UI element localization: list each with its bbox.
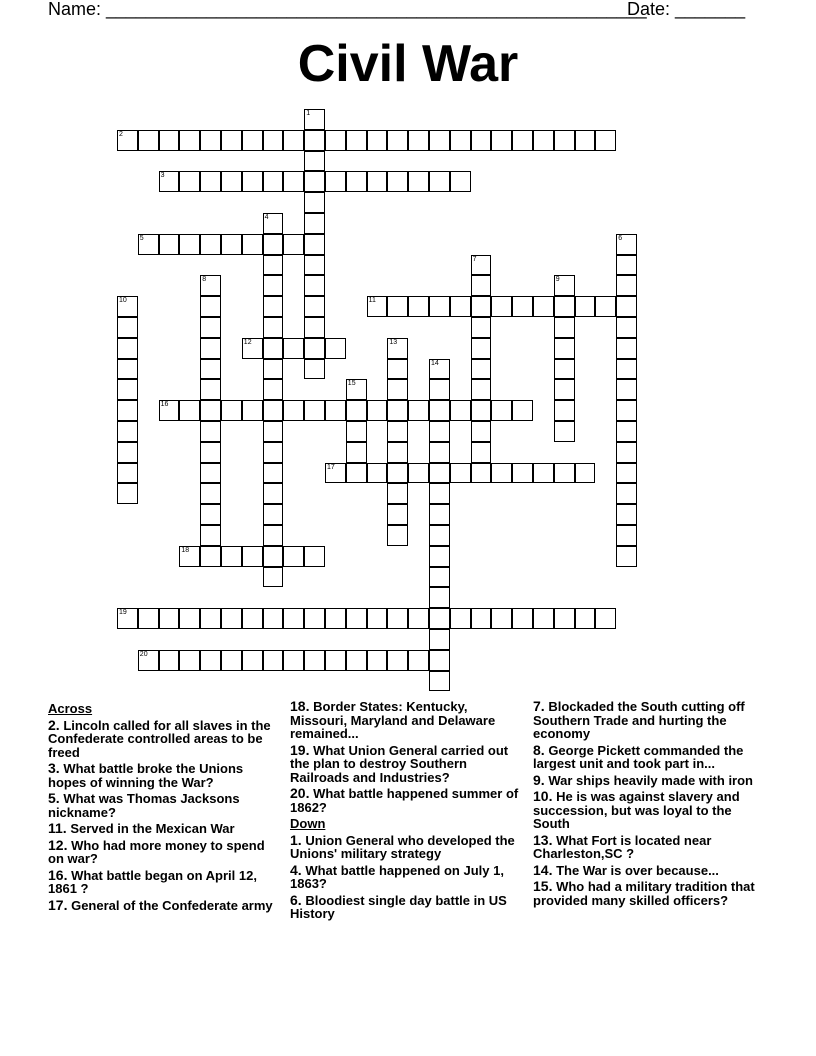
- grid-cell[interactable]: [554, 275, 575, 296]
- grid-cell[interactable]: [533, 296, 554, 317]
- grid-cell[interactable]: [450, 171, 471, 192]
- grid-cell[interactable]: [491, 296, 512, 317]
- grid-cell[interactable]: [283, 234, 304, 255]
- grid-cell[interactable]: [304, 171, 325, 192]
- cell-number: 17: [327, 463, 335, 471]
- grid-cell[interactable]: [387, 463, 408, 484]
- grid-cell[interactable]: [554, 421, 575, 442]
- grid-cell[interactable]: [387, 504, 408, 525]
- grid-cell[interactable]: [304, 109, 325, 130]
- grid-cell[interactable]: [471, 296, 492, 317]
- grid-cell[interactable]: [387, 608, 408, 629]
- grid-cell[interactable]: [554, 463, 575, 484]
- grid-cell[interactable]: [117, 296, 138, 317]
- grid-cell[interactable]: [179, 546, 200, 567]
- grid-cell[interactable]: [263, 275, 284, 296]
- grid-cell[interactable]: [387, 442, 408, 463]
- cell-number: 13: [389, 338, 398, 346]
- grid-cell[interactable]: [367, 650, 388, 671]
- grid-cell[interactable]: [304, 130, 325, 151]
- grid-cell[interactable]: [200, 421, 221, 442]
- grid-cell[interactable]: [117, 317, 138, 338]
- grid-cell[interactable]: [283, 338, 304, 359]
- grid-cell[interactable]: [159, 608, 180, 629]
- grid-cell[interactable]: [595, 296, 616, 317]
- cell-number: 6: [618, 234, 623, 242]
- grid-cell[interactable]: [575, 130, 596, 151]
- grid-cell[interactable]: [263, 504, 284, 525]
- grid-cell[interactable]: [304, 400, 325, 421]
- clue-across-20: 20. What battle happened summer of 1862?: [290, 785, 519, 815]
- grid-cell[interactable]: [408, 171, 429, 192]
- clue-across-2: 2. Lincoln called for all slaves in the Confederate controlled areas to be freed: [48, 716, 271, 760]
- grid-cell[interactable]: [471, 463, 492, 484]
- grid-cell[interactable]: [512, 130, 533, 151]
- grid-cell[interactable]: [179, 400, 200, 421]
- grid-cell[interactable]: [512, 608, 533, 629]
- grid-cell[interactable]: [263, 317, 284, 338]
- grid-cell[interactable]: [325, 463, 346, 484]
- grid-cell[interactable]: [429, 567, 450, 588]
- grid-cell[interactable]: [408, 608, 429, 629]
- cell-number: 19: [119, 609, 127, 617]
- grid-cell[interactable]: [242, 400, 263, 421]
- grid-cell[interactable]: [450, 463, 471, 484]
- grid-cell[interactable]: [200, 338, 221, 359]
- grid-cell[interactable]: [304, 338, 325, 359]
- cell-number: 14: [431, 359, 439, 367]
- grid-cell[interactable]: [242, 608, 263, 629]
- grid-cell[interactable]: [179, 130, 200, 151]
- grid-cell[interactable]: [263, 379, 284, 400]
- grid-cell[interactable]: [387, 400, 408, 421]
- name-field[interactable]: Name: ______________________________________________________: [48, 0, 647, 19]
- grid-cell[interactable]: [221, 608, 242, 629]
- grid-cell[interactable]: [346, 421, 367, 442]
- grid-cell[interactable]: [263, 171, 284, 192]
- clue-down-13: 13. What Fort is located near Charleston,SC ?: [533, 831, 712, 861]
- clue-down-10: 10. He is was against slavery and succession, but was loyal to the South: [533, 788, 740, 831]
- grid-cell[interactable]: [200, 442, 221, 463]
- grid-cell[interactable]: [242, 546, 263, 567]
- grid-cell[interactable]: [471, 421, 492, 442]
- grid-cell[interactable]: [200, 400, 221, 421]
- grid-cell[interactable]: [263, 130, 284, 151]
- grid-cell[interactable]: [242, 650, 263, 671]
- grid-cell[interactable]: [138, 234, 159, 255]
- grid-cell[interactable]: [346, 171, 367, 192]
- grid-cell[interactable]: [325, 171, 346, 192]
- grid-cell[interactable]: [429, 296, 450, 317]
- grid-cell[interactable]: [429, 650, 450, 671]
- grid-cell[interactable]: [325, 400, 346, 421]
- grid-cell[interactable]: [263, 442, 284, 463]
- grid-cell[interactable]: [283, 546, 304, 567]
- clue-across-16: 16. What battle began on April 12, 1861 ?: [48, 866, 257, 896]
- grid-cell[interactable]: [325, 608, 346, 629]
- grid-cell[interactable]: [554, 317, 575, 338]
- cell-number: 12: [243, 338, 252, 346]
- grid-cell[interactable]: [471, 379, 492, 400]
- cell-number: 10: [119, 297, 127, 305]
- cell-number: 8: [202, 276, 207, 284]
- grid-cell[interactable]: [429, 587, 450, 608]
- grid-cell[interactable]: [616, 234, 637, 255]
- grid-cell[interactable]: [263, 525, 284, 546]
- grid-cell[interactable]: [179, 650, 200, 671]
- grid-cell[interactable]: [387, 171, 408, 192]
- grid-cell[interactable]: [263, 546, 284, 567]
- grid-cell[interactable]: [346, 379, 367, 400]
- grid-cell[interactable]: [471, 275, 492, 296]
- grid-cell[interactable]: [387, 483, 408, 504]
- grid-cell[interactable]: [304, 234, 325, 255]
- grid-cell[interactable]: [346, 608, 367, 629]
- grid-cell[interactable]: [491, 130, 512, 151]
- clue-down-14: 14. The War is over because...: [533, 861, 719, 878]
- grid-cell[interactable]: [117, 130, 138, 151]
- grid-cell[interactable]: [429, 442, 450, 463]
- grid-cell[interactable]: [408, 296, 429, 317]
- grid-cell[interactable]: [346, 130, 367, 151]
- grid-cell[interactable]: [387, 130, 408, 151]
- grid-cell[interactable]: [200, 130, 221, 151]
- grid-cell[interactable]: [242, 234, 263, 255]
- grid-cell[interactable]: [283, 171, 304, 192]
- grid-cell[interactable]: [117, 379, 138, 400]
- grid-cell[interactable]: [512, 463, 533, 484]
- grid-cell[interactable]: [221, 400, 242, 421]
- grid-cell[interactable]: [387, 338, 408, 359]
- grid-cell[interactable]: [117, 463, 138, 484]
- grid-cell[interactable]: [429, 483, 450, 504]
- cell-number: 1: [306, 110, 311, 117]
- grid-cell[interactable]: [263, 650, 284, 671]
- grid-cell[interactable]: [471, 130, 492, 151]
- cell-number: 15: [347, 380, 356, 388]
- grid-cell[interactable]: [159, 130, 180, 151]
- grid-cell[interactable]: [429, 546, 450, 567]
- clue-across-17: 17. General of the Confederate army: [48, 896, 273, 913]
- grid-cell[interactable]: [283, 608, 304, 629]
- grid-cell[interactable]: [554, 359, 575, 380]
- cell-number: 18: [181, 546, 190, 554]
- grid-cell[interactable]: [616, 546, 637, 567]
- grid-cell[interactable]: [242, 130, 263, 151]
- grid-cell[interactable]: [304, 608, 325, 629]
- cell-number: 7: [472, 255, 477, 263]
- grid-cell[interactable]: [263, 234, 284, 255]
- grid-cell[interactable]: [429, 130, 450, 151]
- grid-cell[interactable]: [387, 379, 408, 400]
- grid-cell[interactable]: [242, 171, 263, 192]
- grid-cell[interactable]: [200, 379, 221, 400]
- grid-cell[interactable]: [429, 400, 450, 421]
- grid-cell[interactable]: [616, 463, 637, 484]
- grid-cell[interactable]: [450, 130, 471, 151]
- cell-number: 5: [139, 234, 144, 242]
- grid-cell[interactable]: [533, 130, 554, 151]
- page-title: Civil War: [297, 35, 519, 93]
- clue-across-19: 19. What Union General carried out the plan to destroy Southern Railroads and Industries?: [290, 741, 509, 785]
- grid-cell[interactable]: [471, 442, 492, 463]
- grid-cell[interactable]: [159, 171, 180, 192]
- grid-cell[interactable]: [408, 400, 429, 421]
- grid-cell[interactable]: [575, 296, 596, 317]
- grid-cell[interactable]: [471, 317, 492, 338]
- grid-cell[interactable]: [512, 296, 533, 317]
- clue-down-6: 6. Bloodiest single day battle in US History: [290, 891, 507, 921]
- grid-cell[interactable]: [304, 546, 325, 567]
- grid-cell[interactable]: [221, 130, 242, 151]
- grid-cell[interactable]: [387, 421, 408, 442]
- grid-cell[interactable]: [429, 421, 450, 442]
- grid-cell[interactable]: [429, 504, 450, 525]
- grid-cell[interactable]: [221, 171, 242, 192]
- grid-cell[interactable]: [554, 379, 575, 400]
- date-field[interactable]: Date: _______: [627, 0, 746, 19]
- grid-cell[interactable]: [471, 608, 492, 629]
- clue-down-8: 8. George Pickett commanded the largest unit and took part in...: [533, 741, 744, 771]
- cell-number: 20: [139, 650, 148, 658]
- grid-cell[interactable]: [575, 608, 596, 629]
- grid-cell[interactable]: [304, 275, 325, 296]
- cell-number: 4: [264, 214, 269, 221]
- grid-cell[interactable]: [263, 255, 284, 276]
- grid-cell[interactable]: [200, 525, 221, 546]
- grid-cell[interactable]: [138, 608, 159, 629]
- grid-cell[interactable]: [387, 650, 408, 671]
- grid-cell[interactable]: [200, 483, 221, 504]
- grid-cell[interactable]: [346, 650, 367, 671]
- grid-cell[interactable]: [408, 650, 429, 671]
- grid-cell[interactable]: [429, 525, 450, 546]
- grid-cell[interactable]: [117, 608, 138, 629]
- grid-cell[interactable]: [221, 234, 242, 255]
- grid-cell[interactable]: [263, 421, 284, 442]
- grid-cell[interactable]: [429, 379, 450, 400]
- grid-cell[interactable]: [221, 546, 242, 567]
- clue-across-5: 5. What was Thomas Jacksons nickname?: [48, 790, 240, 820]
- grid-cell[interactable]: [346, 463, 367, 484]
- clue-across-3: 3. What battle broke the Unions hopes of winning the War?: [48, 760, 244, 790]
- grid-cell[interactable]: [367, 171, 388, 192]
- grid-cell[interactable]: [408, 130, 429, 151]
- grid-cell[interactable]: [304, 151, 325, 172]
- grid-cell[interactable]: [471, 255, 492, 276]
- grid-cell[interactable]: [616, 442, 637, 463]
- grid-cell[interactable]: [304, 213, 325, 234]
- grid-cell[interactable]: [117, 442, 138, 463]
- grid-cell[interactable]: [138, 130, 159, 151]
- grid-cell[interactable]: [283, 130, 304, 151]
- grid-cell[interactable]: [200, 650, 221, 671]
- grid-cell[interactable]: [200, 359, 221, 380]
- cell-number: 16: [160, 401, 169, 409]
- grid-cell[interactable]: [242, 338, 263, 359]
- grid-cell[interactable]: [367, 463, 388, 484]
- grid-cell[interactable]: [179, 608, 200, 629]
- grid-cell[interactable]: [200, 608, 221, 629]
- grid-cell[interactable]: [367, 400, 388, 421]
- grid-cell[interactable]: [200, 504, 221, 525]
- grid-cell[interactable]: [200, 171, 221, 192]
- clue-down-4: 4. What battle happened on July 1, 1863?: [290, 861, 504, 891]
- grid-cell[interactable]: [159, 234, 180, 255]
- grid-cell[interactable]: [304, 650, 325, 671]
- grid-cell[interactable]: [616, 525, 637, 546]
- cell-number: 11: [368, 297, 376, 305]
- clue-column-2: [290, 700, 522, 924]
- grid-cell[interactable]: [450, 400, 471, 421]
- clue-column-1: [48, 700, 274, 915]
- grid-cell[interactable]: [512, 400, 533, 421]
- grid-cell[interactable]: [616, 296, 637, 317]
- grid-cell[interactable]: [616, 504, 637, 525]
- clue-down-15: 15. Who had a military tradition that provided many skilled officers?: [533, 878, 755, 908]
- grid-cell[interactable]: [117, 338, 138, 359]
- clue-across-18: 18. Border States: Kentucky, Missouri, Maryland and Delaware remained...: [290, 698, 496, 741]
- grid-cell[interactable]: [616, 483, 637, 504]
- grid-cell[interactable]: [200, 317, 221, 338]
- grid-cell[interactable]: [429, 608, 450, 629]
- grid-cell[interactable]: [429, 171, 450, 192]
- across-heading: Across: [48, 701, 93, 716]
- grid-cell[interactable]: [117, 400, 138, 421]
- grid-cell[interactable]: [616, 379, 637, 400]
- grid-cell[interactable]: [159, 650, 180, 671]
- grid-cell[interactable]: [346, 442, 367, 463]
- grid-cell[interactable]: [367, 296, 388, 317]
- grid-cell[interactable]: [616, 275, 637, 296]
- grid-cell[interactable]: [159, 400, 180, 421]
- grid-cell[interactable]: [325, 650, 346, 671]
- grid-cell[interactable]: [471, 400, 492, 421]
- grid-cell[interactable]: [595, 130, 616, 151]
- grid-cell[interactable]: [200, 234, 221, 255]
- grid-cell[interactable]: [408, 463, 429, 484]
- grid-cell[interactable]: [304, 359, 325, 380]
- grid-cell[interactable]: [304, 192, 325, 213]
- grid-cell[interactable]: [346, 400, 367, 421]
- grid-cell[interactable]: [595, 608, 616, 629]
- grid-cell[interactable]: [263, 400, 284, 421]
- clue-across-12: 12. Who had more money to spend on war?: [48, 836, 265, 866]
- grid-cell[interactable]: [533, 608, 554, 629]
- grid-cell[interactable]: [533, 463, 554, 484]
- grid-cell[interactable]: [263, 296, 284, 317]
- grid-cell[interactable]: [616, 400, 637, 421]
- grid-cell[interactable]: [387, 359, 408, 380]
- clue-down-7: 7. Blockaded the South cutting off Southern Trade and hurting the economy: [533, 698, 745, 741]
- grid-cell[interactable]: [450, 608, 471, 629]
- grid-cell[interactable]: [554, 338, 575, 359]
- grid-cell[interactable]: [450, 296, 471, 317]
- grid-cell[interactable]: [554, 296, 575, 317]
- grid-cell[interactable]: [554, 130, 575, 151]
- grid-cell[interactable]: [283, 650, 304, 671]
- grid-cell[interactable]: [263, 338, 284, 359]
- grid-cell[interactable]: [491, 400, 512, 421]
- clue-down-1: 1. Union General who developed the Unions' military strategy: [290, 831, 515, 861]
- grid-cell[interactable]: [283, 400, 304, 421]
- grid-cell[interactable]: [200, 546, 221, 567]
- grid-cell[interactable]: [554, 400, 575, 421]
- grid-cell[interactable]: [200, 463, 221, 484]
- grid-cell[interactable]: [179, 234, 200, 255]
- grid-cell[interactable]: [325, 130, 346, 151]
- clue-across-11: 11. Served in the Mexican War: [48, 820, 235, 836]
- grid-cell[interactable]: [117, 421, 138, 442]
- cell-number: 3: [160, 172, 165, 180]
- clue-down-9: 9. War ships heavily made with iron: [533, 771, 753, 788]
- grid-cell[interactable]: [263, 359, 284, 380]
- grid-cell[interactable]: [471, 338, 492, 359]
- grid-cell[interactable]: [429, 671, 450, 692]
- grid-cell[interactable]: [263, 213, 284, 234]
- grid-cell[interactable]: [616, 359, 637, 380]
- cell-number: 9: [555, 276, 560, 284]
- grid-cell[interactable]: [304, 255, 325, 276]
- grid-cell[interactable]: [179, 171, 200, 192]
- grid-cell[interactable]: [471, 359, 492, 380]
- grid-cell[interactable]: [387, 296, 408, 317]
- grid-cell[interactable]: [616, 317, 637, 338]
- grid-cell[interactable]: [200, 296, 221, 317]
- grid-cell[interactable]: [200, 275, 221, 296]
- grid-cell[interactable]: [263, 483, 284, 504]
- grid-cell[interactable]: [117, 359, 138, 380]
- grid-cell[interactable]: [491, 463, 512, 484]
- grid-cell[interactable]: [263, 463, 284, 484]
- grid-cell[interactable]: [367, 130, 388, 151]
- grid-cell[interactable]: [304, 296, 325, 317]
- grid-cell[interactable]: [616, 421, 637, 442]
- grid-cell[interactable]: [575, 463, 596, 484]
- grid-cell[interactable]: [263, 608, 284, 629]
- grid-cell[interactable]: [138, 650, 159, 671]
- grid-cell[interactable]: [304, 317, 325, 338]
- down-heading: Down: [290, 816, 326, 831]
- grid-cell[interactable]: [221, 650, 242, 671]
- grid-cell[interactable]: [554, 608, 575, 629]
- grid-cell[interactable]: [616, 255, 637, 276]
- grid-cell[interactable]: [387, 525, 408, 546]
- cell-number: 2: [119, 130, 123, 138]
- grid-cell[interactable]: [429, 359, 450, 380]
- grid-cell[interactable]: [367, 608, 388, 629]
- grid-cell[interactable]: [616, 338, 637, 359]
- grid-cell[interactable]: [263, 567, 284, 588]
- grid-cell[interactable]: [429, 629, 450, 650]
- grid-cell[interactable]: [117, 483, 138, 504]
- clue-column-3: [533, 700, 765, 910]
- grid-cell[interactable]: [429, 463, 450, 484]
- grid-cell[interactable]: [325, 338, 346, 359]
- grid-cell[interactable]: [491, 608, 512, 629]
